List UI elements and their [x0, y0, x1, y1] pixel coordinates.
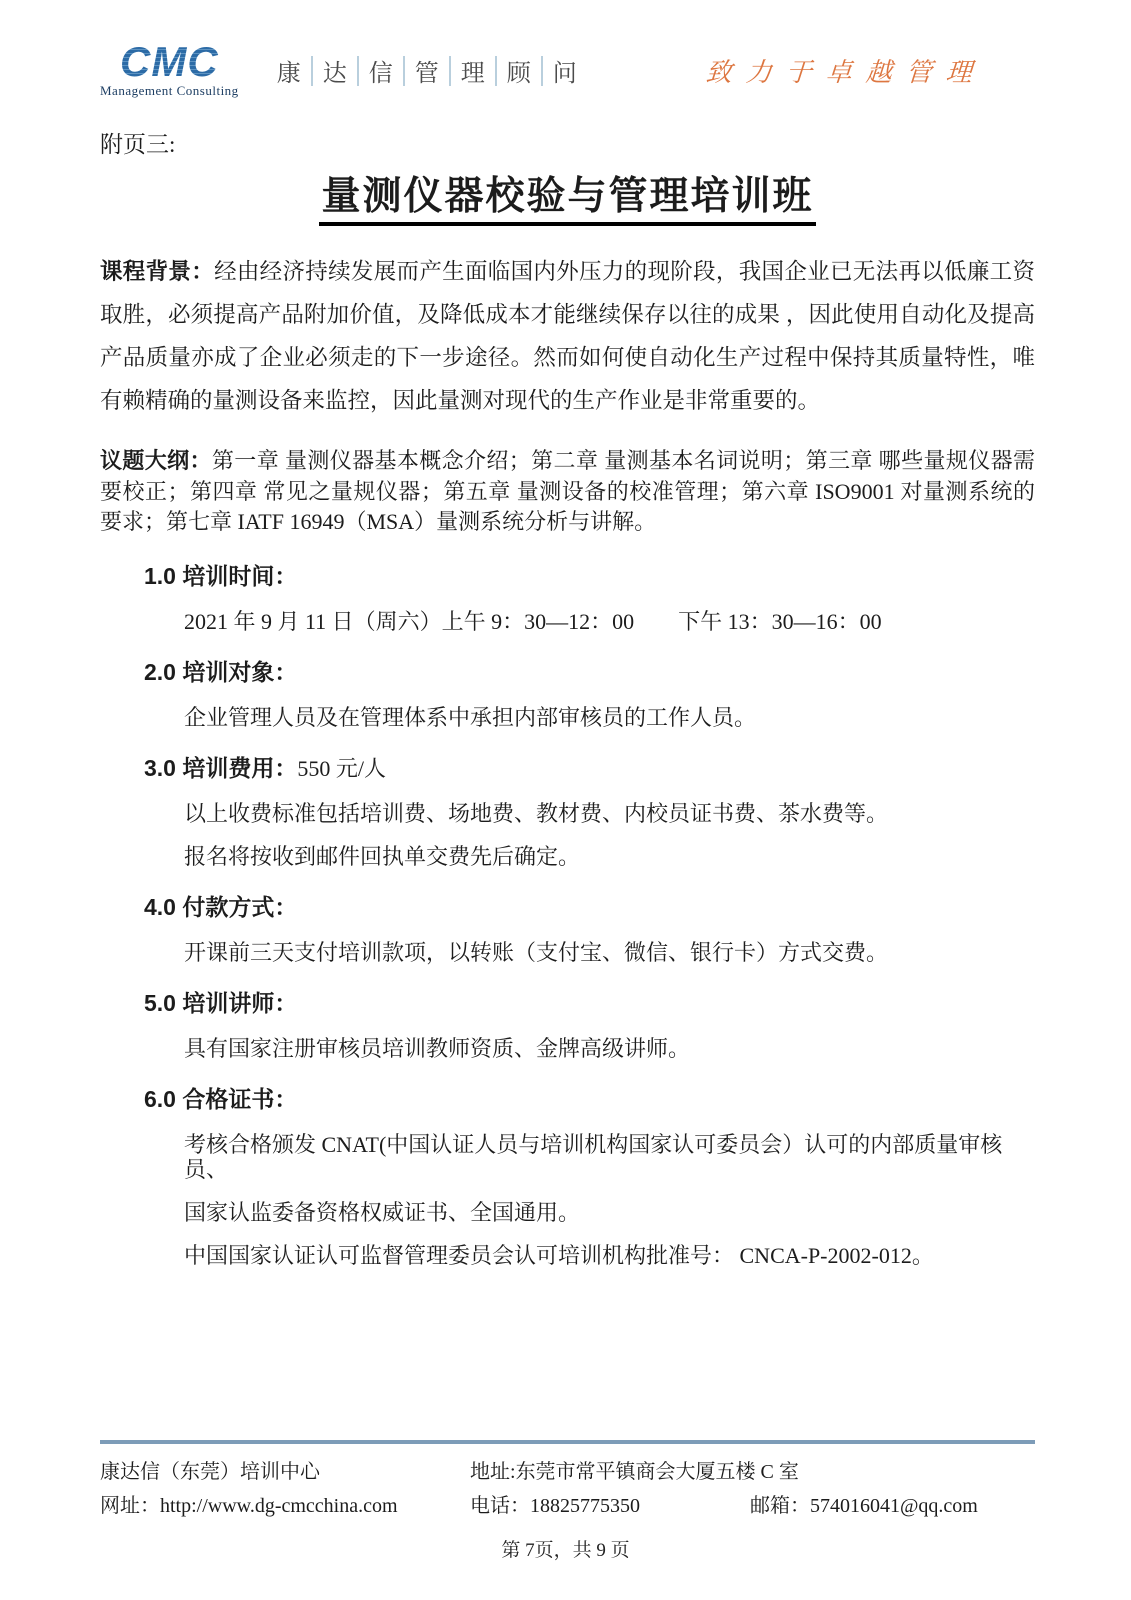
section-body-line: 考核合格颁发 CNAT(中国认证人员与培训机构国家认可委员会）认可的内部质量审核员、: [184, 1131, 1003, 1182]
company-name: [267, 53, 587, 88]
company-char: 顾: [506, 61, 531, 87]
company-char: 理: [460, 61, 485, 87]
agenda-label: 议题大纲：: [100, 448, 212, 473]
section-heading-lecturer: 5.0 培训讲师：: [144, 989, 298, 1016]
page-header: [100, 38, 1036, 99]
document-title: 量测仪器校验与管理培训班: [319, 165, 815, 226]
cmc-logo-subtext: Management Consulting: [100, 83, 239, 98]
course-background-text: 经由经济持续发展而产生面临国内外压力的现阶段，我国企业已无法再以低廉工资取胜，必须提高产品附加价值，及降低成本才能继续保存以往的成果 ，因此使用自动化及提高产品质量亦成了企业必须走的下一步途径。然而如何使自动化生产过程中保持其质量特性，唯有赖精确的量测设备来监控，因此量测对现代的生产作业是非常重要的。: [100, 259, 1035, 413]
agenda-text: 第一章 量测仪器基本概念介绍；第二章 量测基本名词说明；第三章 哪些量规仪器需要校正；第四章 常见之量规仪器；第五章 量测设备的校准管理；第六章 ISO9001 对量测系统的要求；第七章 IATF 16949（MSA）量测系统分析与讲解。: [100, 448, 1035, 534]
section-heading-payment: 4.0 付款方式：: [144, 893, 298, 920]
website-url: http://www.dg-cmcchina.com: [160, 1495, 398, 1517]
section-heading-fee: 3.0 培训费用：550 元/人: [144, 754, 386, 781]
footer-divider: [100, 1440, 1035, 1444]
appendix-label: 附页三:: [100, 132, 176, 157]
course-background-paragraph: [100, 250, 1035, 422]
section-heading-certificate: 6.0 合格证书：: [144, 1085, 298, 1112]
section-body-line: 以上收费标准包括培训费、场地费、教材费、内校员证书费、茶水费等。: [184, 800, 889, 826]
course-background-label: 课程背景：: [100, 259, 215, 284]
document-content: [100, 126, 1035, 1268]
company-char: 管: [414, 61, 439, 87]
section-body-line: 企业管理人员及在管理体系中承担内部审核员的工作人员。: [184, 704, 757, 730]
company-char: 问: [552, 61, 577, 87]
section-body-line: 中国国家认证认可监督管理委员会认可培训机构批准号： CNCA-P-2002-012。: [184, 1242, 934, 1268]
company-char: 康: [276, 61, 301, 87]
section-body-line: 报名将按收到邮件回执单交费先后确定。: [184, 843, 581, 869]
cmc-logo: [100, 38, 239, 99]
section-body-line: 2021 年 9 月 11 日（周六）上午 9：30—12：00 下午 13：30—16：00: [184, 608, 882, 634]
footer-org-name: 康达信（东莞）培训中心: [100, 1461, 320, 1483]
company-char: 达: [322, 61, 347, 87]
page-footer: [100, 1440, 1035, 1523]
agenda-paragraph: [100, 446, 1035, 538]
footer-contact-info: [100, 1455, 1035, 1523]
section-heading-training-time: 1.0 培训时间：: [144, 562, 298, 589]
section-list: [100, 558, 1035, 1268]
page-number: 第 7页，共 9 页: [501, 1540, 630, 1561]
footer-phone: 电话：18825775350: [470, 1495, 640, 1517]
footer-email: 邮箱：574016041@qq.com: [750, 1495, 978, 1517]
company-char: 信: [368, 61, 393, 87]
title-row: [100, 165, 1035, 226]
cmc-logo-text: CMC: [120, 38, 219, 85]
section-body-line: 具有国家注册审核员培训教师资质、金牌高级讲师。: [184, 1035, 691, 1061]
company-slogan: 致力于卓越管理: [704, 58, 987, 87]
fee-value: 550 元/人: [297, 755, 386, 781]
section-body-line: 开课前三天支付培训款项，以转账（支付宝、微信、银行卡）方式交费。: [184, 939, 889, 965]
footer-website: 网址：http://www.dg-cmcchina.com: [100, 1495, 398, 1517]
section-body-line: 国家认监委备资格权威证书、全国通用。: [184, 1199, 581, 1225]
footer-address: 地址:东莞市常平镇商会大厦五楼 C 室: [470, 1461, 799, 1483]
section-heading-trainees: 2.0 培训对象：: [144, 658, 298, 685]
